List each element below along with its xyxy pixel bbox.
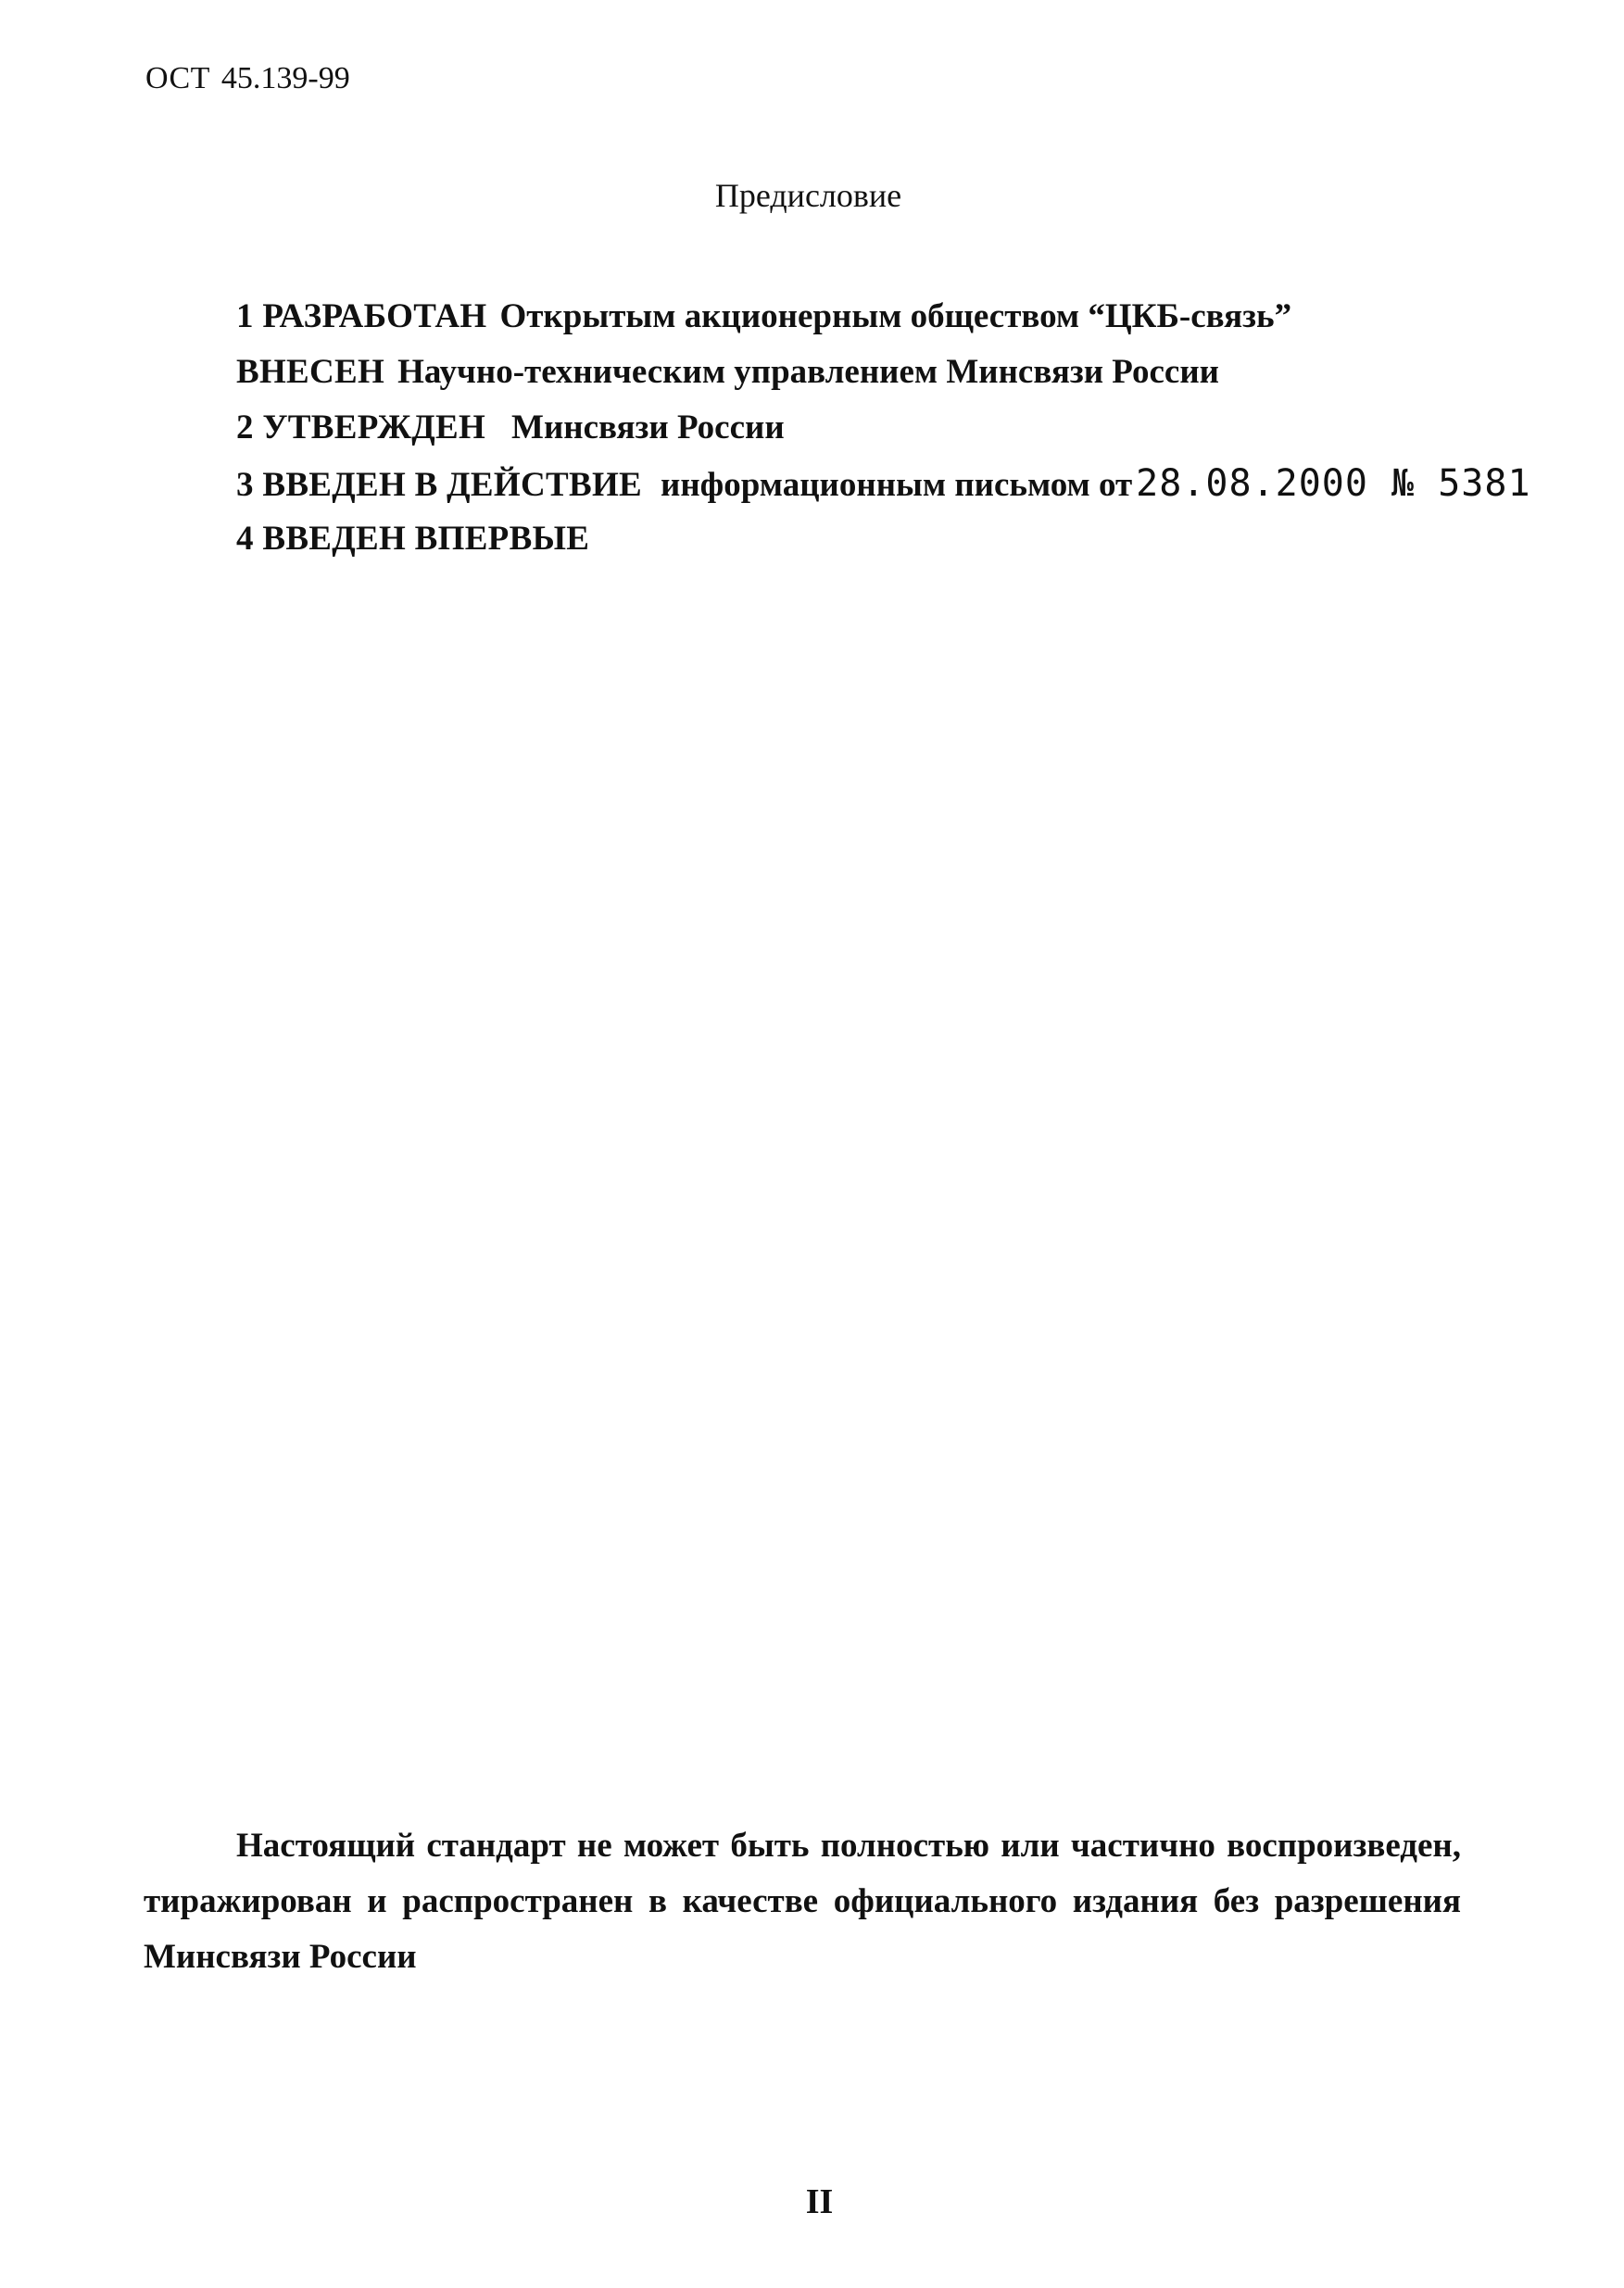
item-label: 3 ВВЕДЕН В ДЕЙСТВИЕ (236, 466, 643, 504)
item-text: информационным письмом от (661, 466, 1133, 504)
item-label: 4 ВВЕДЕН ВПЕРВЫЕ (236, 520, 590, 558)
document-code (145, 61, 350, 96)
foreword-item-introduced-by (236, 345, 1533, 400)
item-text: Научно-техническим управлением Минсвязи России (397, 353, 1219, 391)
document-code-number: 45.139-99 (220, 61, 350, 95)
foreword-item-put-into-effect (236, 456, 1533, 511)
page-number: II (805, 2182, 834, 2221)
foreword-item-first-introduced (236, 511, 1533, 567)
copyright-notice: Настоящий стандарт не может быть полностью или частично воспроизведен, тиражирован и распространен в качестве официального издания без разрешения Минсвязи России (144, 1827, 1461, 1976)
item-label: 1 РАЗРАБОТАН (236, 297, 487, 335)
foreword-item-approved (236, 400, 1533, 456)
foreword-title: Предисловие (714, 177, 902, 214)
document-code-prefix: ОСТ (145, 61, 210, 95)
item-text: Открытым акционерным обществом “ЦКБ-связь” (499, 297, 1292, 335)
item-text: Минсвязи России (511, 409, 785, 446)
item-label: 2 УТВЕРЖДЕН (236, 409, 486, 446)
foreword-items (236, 289, 1533, 567)
foreword-item-developed (236, 289, 1533, 345)
typed-date-number: 28.08.2000 № 5381 (1136, 462, 1531, 505)
item-label: ВНЕСЕН (236, 353, 385, 391)
